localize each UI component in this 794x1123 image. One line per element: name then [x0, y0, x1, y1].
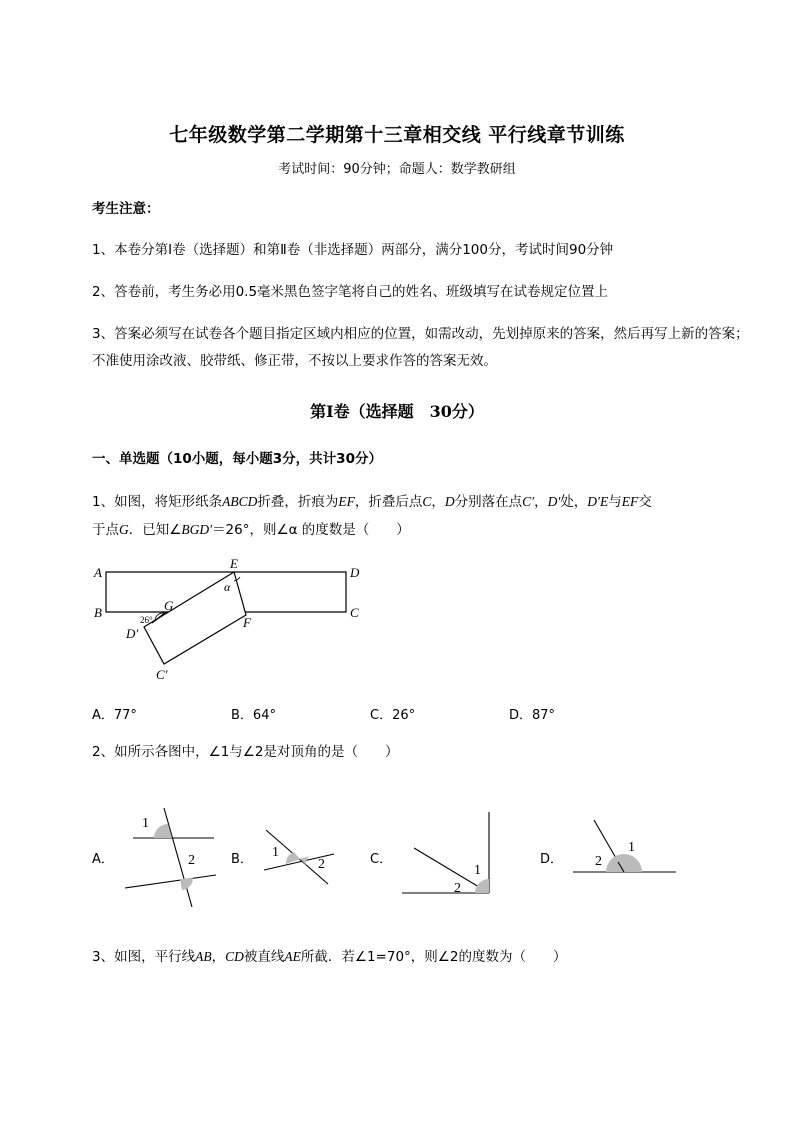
label-A: A — [94, 565, 102, 580]
q2-figure-a — [120, 800, 220, 915]
svg-text:1: 1 — [142, 816, 149, 831]
part-title: 一、单选题（10小题，每小题3分，共计30分） — [92, 451, 382, 467]
label-alpha: α — [224, 580, 231, 594]
section-title: 第Ⅰ卷（选择题 30分） — [310, 402, 484, 421]
page-title: 七年级数学第二学期第十三章相交线 平行线章节训练 — [169, 124, 625, 146]
label-D-prime: D′ — [126, 626, 139, 641]
svg-text:1: 1 — [272, 845, 279, 860]
q2-figure-c — [398, 808, 498, 900]
label-G: G — [164, 598, 174, 613]
question-3-text: 3、如图，平行线AB，CD被直线AE所截．若∠1=70°，则∠2的度数为（ ） — [92, 949, 567, 965]
label-D: D — [350, 565, 360, 580]
q2-figure-b — [258, 820, 338, 890]
label-C: C — [350, 605, 359, 620]
label-E: E — [230, 556, 238, 571]
notice-item-1: 1、本卷分第Ⅰ卷（选择题）和第Ⅱ卷（非选择题）两部分，满分100分，考试时间90分钟 — [92, 242, 614, 258]
q2-option-d[interactable]: D． — [540, 852, 564, 867]
q2-option-c[interactable]: C． — [370, 852, 393, 867]
notice-heading: 考生注意： — [92, 201, 160, 217]
q1-figure — [88, 555, 378, 685]
question-2-text: 2、如所示各图中，∠1与∠2是对顶角的是（ ） — [92, 744, 399, 760]
svg-text:1: 1 — [474, 863, 481, 878]
question-1-text: 1、如图，将矩形纸条ABCD折叠，折痕为EF，折叠后点C，D分别落在点C′，D′处，D′E与EF交 于点G．已知∠BGD′＝26°，则∠α 的度数是（ ） — [92, 494, 652, 538]
q1-option-c[interactable]: C．26° — [370, 708, 416, 723]
q1-option-b[interactable]: B．64° — [231, 708, 276, 723]
svg-text:1: 1 — [628, 840, 635, 855]
q1-option-d[interactable]: D．87° — [509, 708, 556, 723]
notice-item-2: 2、答卷前，考生务必用0.5毫米黑色签字笔将自己的姓名、班级填写在试卷规定位置上 — [92, 284, 609, 300]
label-B: B — [94, 605, 102, 620]
exam-info: 考试时间：90分钟；命题人：数学教研组 — [278, 162, 516, 177]
label-F: F — [243, 615, 251, 630]
q2-option-b[interactable]: B． — [231, 852, 253, 867]
svg-text:2: 2 — [595, 854, 602, 869]
svg-text:2: 2 — [318, 857, 325, 872]
svg-text:2: 2 — [188, 853, 195, 868]
q2-figure-d — [570, 814, 680, 884]
label-C-prime: C′ — [156, 667, 168, 682]
label-angle: 26° — [140, 615, 153, 625]
notice-item-3: 3、答案必须写在试卷各个题目指定区域内相应的位置，如需改动，先划掉原来的答案，然后再写上新的答案；不准使用涂改液、胶带纸、修正带，不按以上要求作答的答案无效。 — [92, 326, 749, 369]
svg-text:2: 2 — [454, 881, 461, 896]
q2-option-a[interactable]: A． — [92, 852, 114, 867]
q1-option-a[interactable]: A．77° — [92, 708, 137, 723]
